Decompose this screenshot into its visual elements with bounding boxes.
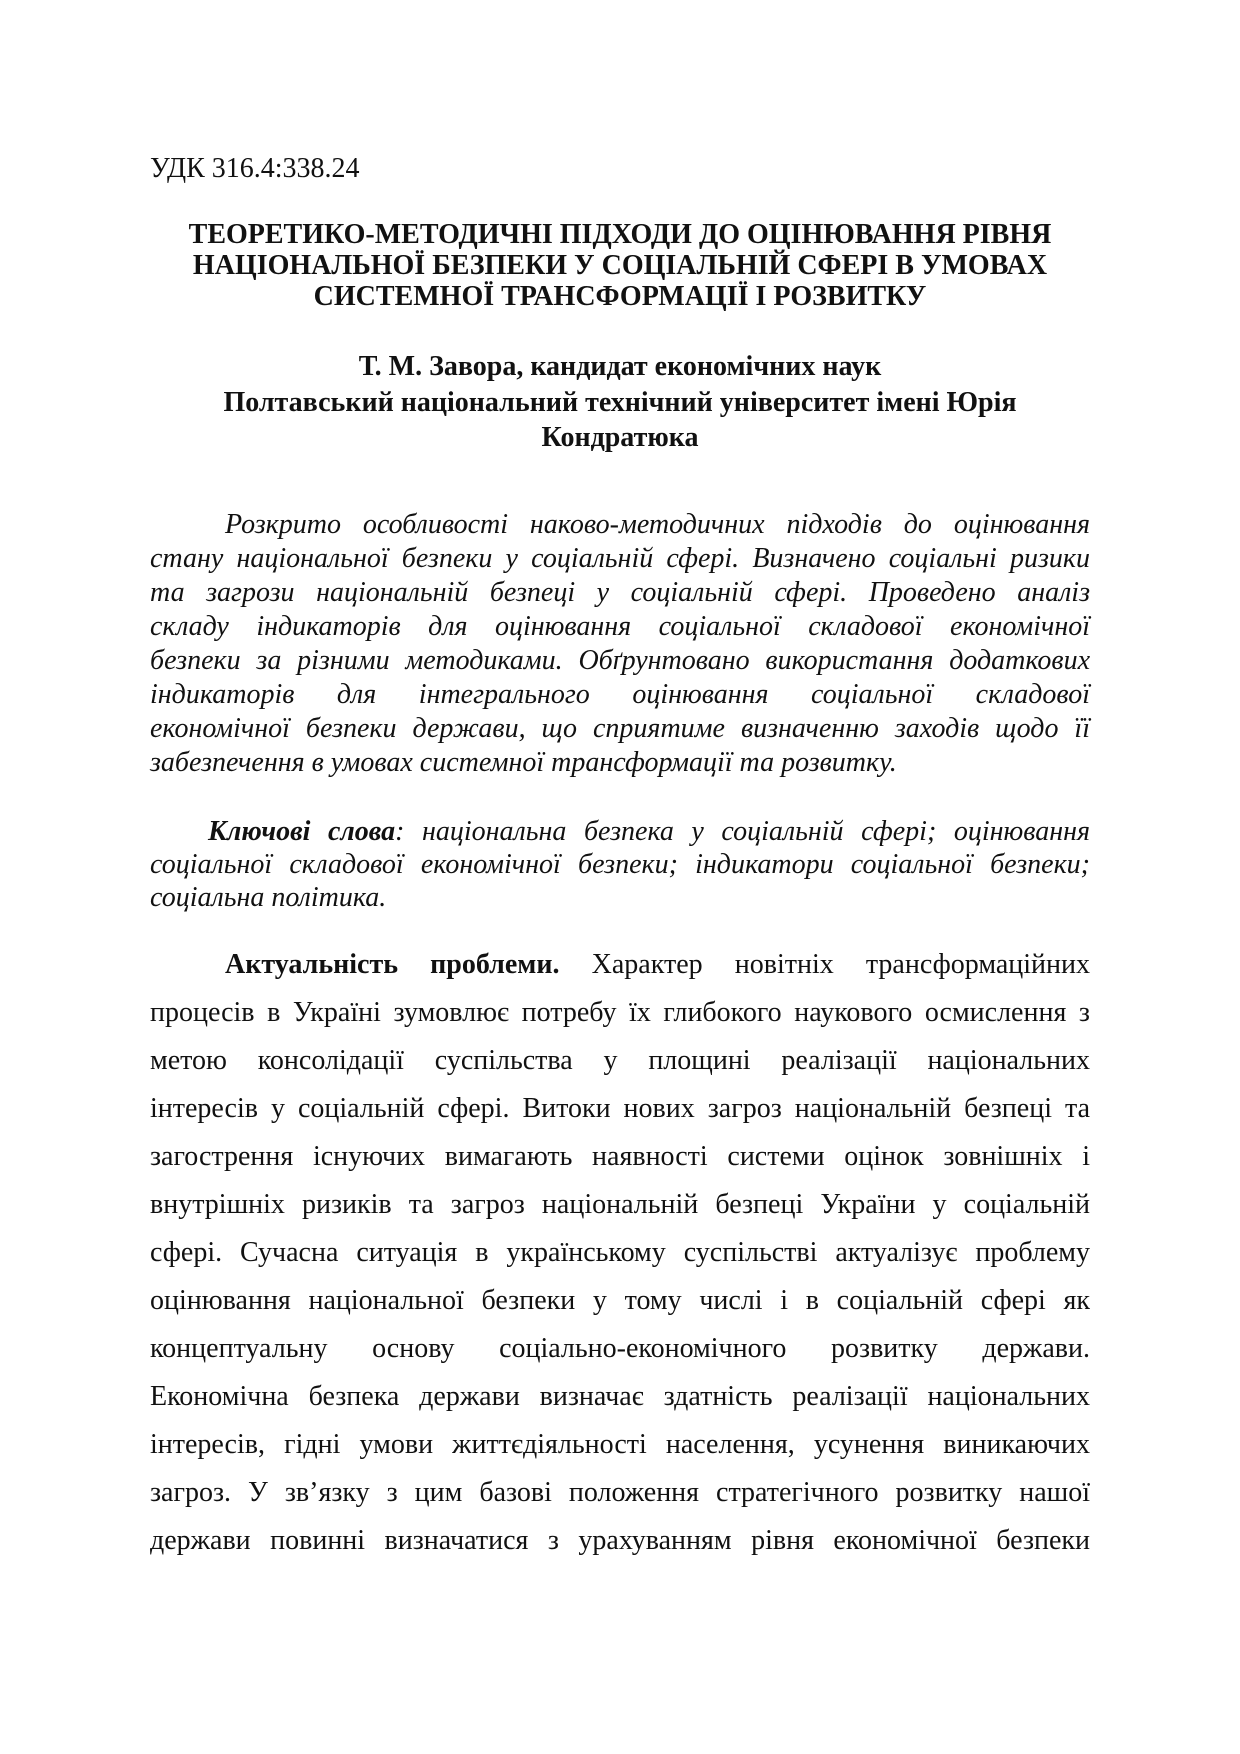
body-text-span: Характер новітніх трансформаційних [559,949,1090,980]
section-heading: Актуальність проблеми. [225,949,560,980]
body-line: Економічна безпека держави визначає здатність реалізації національних [150,1381,1090,1412]
title-line: НАЦІОНАЛЬНОЇ БЕЗПЕКИ У СОЦІАЛЬНІЙ СФЕРІ В УМОВАХ [192,250,1048,281]
body-line: загострення існуючих вимагають наявності системи оцінок зовнішніх і [150,1141,1090,1172]
udc-code [150,152,1090,186]
abstract-line: Розкрито особливості наково-методичних підходів до оцінювання [225,509,1090,540]
keywords-text: : національна безпека у соціальній сфері; оцінювання [395,816,1091,847]
abstract-line: безпеки за різними методиками. Обґрунтовано використання додаткових [150,645,1090,676]
title-line: ТЕОРЕТИКО-МЕТОДИЧНІ ПІДХОДИ ДО ОЦІНЮВАННЯ РІВНЯ [188,219,1052,250]
udc-text: УДК 316.4:338.24 [150,153,360,184]
abstract-line: та загрози національній безпеці у соціальній сфері. Проведено аналіз [150,577,1090,608]
author-name: Т. М. Завора, кандидат економічних наук [358,351,882,382]
body-line: процесів в Україні зумовлює потребу їх глибокого наукового осмислення з [150,997,1090,1028]
body-text [150,941,1090,1565]
keywords-line: соціальної складової економічної безпеки; індикатори соціальної безпеки; [150,849,1090,880]
abstract [150,508,1090,780]
author-affiliation: Кондратюка [541,422,699,453]
author-block [150,349,1090,456]
body-line: внутрішніх ризиків та загроз національній безпеці України у соціальній [150,1189,1090,1220]
article-title [150,219,1090,312]
body-line [150,941,1090,989]
title-line: СИСТЕМНОЇ ТРАНСФОРМАЦІЇ І РОЗВИТКУ [313,281,927,312]
body-line: сфері. Сучасна ситуація в українському суспільстві актуалізує проблему [150,1237,1090,1268]
keywords-label: Ключові слова [208,816,396,847]
abstract-line: забезпечення в умовах системної трансформації та розвитку. [150,747,897,778]
body-line: оцінювання національної безпеки у тому числі і в соціальній сфері як [150,1285,1090,1316]
abstract-line: складу індикаторів для оцінювання соціальної складової економічної [150,611,1090,642]
body-line: інтересів, гідні умови життєдіяльності населення, усунення виникаючих [150,1429,1090,1460]
abstract-line: індикаторів для інтегрального оцінювання соціальної складової [150,679,1090,710]
keywords-line: соціальна політика. [150,882,387,913]
author-affiliation: Полтавський національний технічний університет імені Юрія [223,386,1017,418]
abstract-line: економічної безпеки держави, що сприятиме визначенню заходів щодо її [150,713,1090,744]
abstract-line: стану національної безпеки у соціальній сфері. Визначено соціальні ризики [150,543,1090,574]
body-line: концептуальну основу соціально-економічного розвитку держави. [150,1333,1090,1364]
body-line: загроз. У зв’язку з цим базові положення стратегічного розвитку нашої [150,1477,1090,1508]
keywords-line [150,815,1090,848]
keywords [150,815,1090,914]
body-line: метою консолідації суспільства у площині реалізації національних [150,1045,1090,1076]
body-line: інтересів у соціальній сфері. Витоки нових загроз національній безпеці та [150,1093,1090,1124]
body-line: держави повинні визначатися з урахуванням рівня економічної безпеки [150,1525,1090,1556]
